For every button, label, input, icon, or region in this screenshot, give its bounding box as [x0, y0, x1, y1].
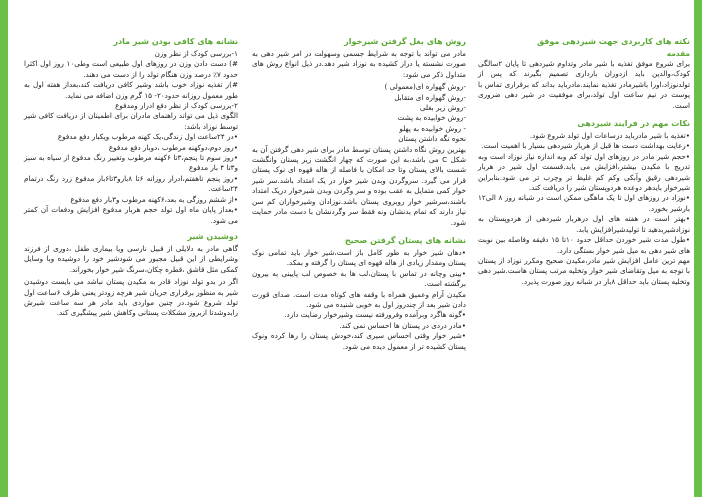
sufficiency-item: ۱-بررسی کودک از نظر وزن: [154, 49, 238, 58]
sign-item: •گونه هاگرد وبرآمده وفرورفته نیست وشیرخوار رضایت دارد.: [284, 310, 466, 320]
point-item: •طول مدت شیر خوردن حداقل حدود ۱۰تا ۱۵ دقیقه وفاصله بین نوبت های شیر دهی به میل شیر خوار بستگی دارد.: [478, 235, 691, 255]
column-breastfeeding-tips: [478, 36, 690, 287]
sign-item: مکیدن آرام وعمیق همراه با وقفه های کوتاه مدت است. صدای قورت دادن شیر بعد از چندروز اول به خوبی شنیده می شود.: [252, 289, 466, 309]
sufficiency-item: ۲-بررسی کودک از نظر دفع ادرار ومدفوع: [115, 101, 238, 111]
heading-holding-methods: روش های بغل گرفتن شیرخوار: [344, 37, 466, 46]
heading-milk-sufficiency: نشانه های کافی بودن شیر مادر: [113, 37, 238, 46]
sign-item: •مادر دردی در پستان ها احساس نمی کند.: [339, 320, 466, 330]
milking-paragraph: گاهی مادر به دلایلی از قبیل نارسی ویا بیماری طفل ،دوری از فرزند وشرایطی از این قبیل مجبور می شودشیر خود را دوشیده وبا وسایل کمکی مثل قاشق ،قطره چکان،سرنگ شیر خوار بخوراند.: [24, 243, 238, 274]
right-green-border: [694, 0, 702, 497]
sufficiency-item: •روز سوم تا پنجم،۳تا ۶کهنه مرطوب وتغییر رنگ مدفوع از سیاه به سبز و۳تا ۴ بار مدفوع: [24, 153, 238, 173]
point-item: •تغذیه با شیر مادرباید درساعات اول تولد شروع شود.: [529, 131, 690, 141]
holding-intro: مادر می تواند با توجه به شرایط جسمی وسهولت در امر شیر دهی به صورت نشسته یا دراز کشیده به نوزاد شیر دهد.در ذیل انواع روش های متداول ذکر می شود:: [252, 49, 466, 79]
sufficiency-item: #)ر تغذیه نوزاد خوب باشد وشیر کافی دریافت کند،بعداز هفته اول به طور معمول روزانه حدود۲۰- ۱۵ گرم وزن اضافه می نماید.: [24, 80, 238, 100]
point-item: مهم ترین عامل افزایش شیر مادر،مکیدن صحیح ومکرر نوزاد از پستان با توجه به میل وتقاضای شیر خوار وتخلیه مرتب پستان هاست.شیر دهی وتخلیه پستان باید حداقل ۸بار در شبانه روز صورت پذیرد.: [478, 255, 690, 286]
sufficiency-item: •از ششم روزگی به بعد،۶کهنه مرطوب و۳بار دفع مدفوع: [70, 194, 238, 204]
position-item: -روش گهواره ای(معمولی ): [384, 82, 466, 92]
position-item: -روش خوابیده به پشت: [397, 113, 466, 123]
position-item: -روش گهواره ای متقابل: [394, 92, 466, 102]
sign-item: •شیر خوار وقتی احساس سیری کند،خودش پستان را رها کرده ونوک پستان کشیده تر از معمول دیده می شود.: [252, 331, 466, 351]
milking-paragraph: اگر در بدو تولد نوزاد قادر به مکیدن پستان نباشد می بایست دوشیدن شیر به منظور برقراری جریان شیر هرچه زودتر یعنی ظرف ۶ساعت اول تولد شروع شود.در چنین مواردی باید مادر هر سه ساعت شیرش رابدوشدتا ازبروز مشکلات پستانی وکاهش شیر پیشگیری کند.: [24, 277, 238, 318]
position-item: -روش زیر بغلی: [419, 103, 466, 113]
sufficiency-item: •روز پنجم تاهفتم،ادرار روزانه ۶تا ۸بارو۳تا۶بار مدفوع زرد رنگ درتمام ۲۴ساعت.: [24, 173, 238, 194]
heading-important-points: نکات مهم در فرایند شیردهی: [577, 119, 690, 129]
point-item: •رعایت بهداشت دست ها قبل از هربار شیردهی بسیار با اهمیت است.: [481, 141, 690, 151]
point-item: •حجم شیر مادر در روزهای اول تولد کم وبه اندازه نیاز نوزاد است وبه تدریج با مکیدن بیشتر،افزایش می یابد.قسمت اول شیر در هربار شیردهی رقیق وآبکی وکم کم غلیظ تر وچرب تر می شود.بنابراین شیرخوار بایدهر دوعده هردوپستان شیر را دریافت کند.: [478, 151, 690, 193]
column-holding-positions: [252, 36, 466, 352]
subheading-introduction: مقدمه: [666, 49, 690, 58]
sufficiency-item: •در ۲۴ساعت اول زندگی،یک کهنه مرطوب ویکبار دفع مدفوع: [57, 132, 238, 142]
breast-hold-text: بهترین روش نگاه داشتن پستان توسط مادر برای شیر دهی گرفتن آن به شکل C می باشد،به این صورت که چهار انگشت زیر پستان وانگشت شست بالای پستان وتا حد امکان با فاصله از هاله قهوه ای نوک پستان قرار می گیرد. سروگردن وبدن شیر خوار در یک امتداد باشد.سر شیر خوار کمی متمایل به عقب بوده و سر وگردن وبدن شیرخوار دریک امتداد باشند،سرشیر خوار روبروی پستان باشد.نوزادان وشیرخواران کم سن نیاز دارند که تمام بدنشان ونه فقط سر وگردنشان با دست مادر حمایت شود.: [252, 144, 466, 227]
point-item: •بهتر است در هفته های اول درهربار شیردهی از هردوپستان به نوزادشیربدهید تا تولیدشیرافزایش یابد.: [478, 214, 690, 234]
sign-item: •بینی وچانه در تماس با پستان،لب ها به خصوص لب پایینی به بیرون برگشته است.: [252, 268, 466, 289]
sufficiency-item: الگوی ذیل می تواند راهنمای مادران برای اطمینان از دریافت کافی شیر توسط نوزاد باشد:: [24, 111, 238, 131]
sufficiency-item: •بعداز پایان ماه اول تولد حجم هربار مدفوع افزایش ودفعات آن کمتر می شود.: [24, 205, 238, 225]
sufficiency-item: #) دست دادن وزن در روزهای اول طبیعی است وطی۱۰ روز اول اکثرا حدود ۷٪ درصد وزن هنگام تولد را از دست می دهند.: [24, 59, 238, 79]
heading-successful-breastfeeding: نکته های کاربردی جهت شیردهی موفق: [536, 37, 690, 46]
position-item: - روش خوابیده به پهلو: [399, 123, 466, 133]
breast-hold-label: نحوه نگه داشتن پستان: [398, 134, 466, 144]
heading-correct-latch-signs: نشانه های پستان گرفتن صحیح: [344, 235, 466, 245]
sufficiency-item: •روز دوم،دوکهنه مرطوب ،دوبار دفع مدفوع: [108, 142, 238, 152]
left-green-border: [0, 0, 8, 497]
point-item: •نوزاد در روزهای اول تا یک ماهگی ممکن است در شبانه روز ۸ الی۱۲ بارشیر بخورد.: [478, 193, 690, 213]
heading-expressing-milk: دوشیدن شیر: [187, 231, 238, 241]
column-milk-sufficiency: [24, 36, 238, 321]
sign-item: •دهان شیر خوار به طور کامل باز است،شیر خوار باید تمامی نوک پستان ومقدار زیادی از هاله قهوه ای پستان را گرفته و بمکد.: [252, 247, 466, 268]
intro-paragraph: برای شروع موفق تغذیه با شیر مادر وتداوم شیردهی تا پایان ۲سالگی کودک،والدین باید ازدوران بارداری تصمیم بگیرند که پس از تولدنوزاد،اورا باشیرمادر تغذیه نمایند.مادرباید بداند که برقراری تماس با پوست در نیم ساعت اول تولد،برای موفقیت در شیر دهی ضروری است.: [478, 59, 690, 110]
